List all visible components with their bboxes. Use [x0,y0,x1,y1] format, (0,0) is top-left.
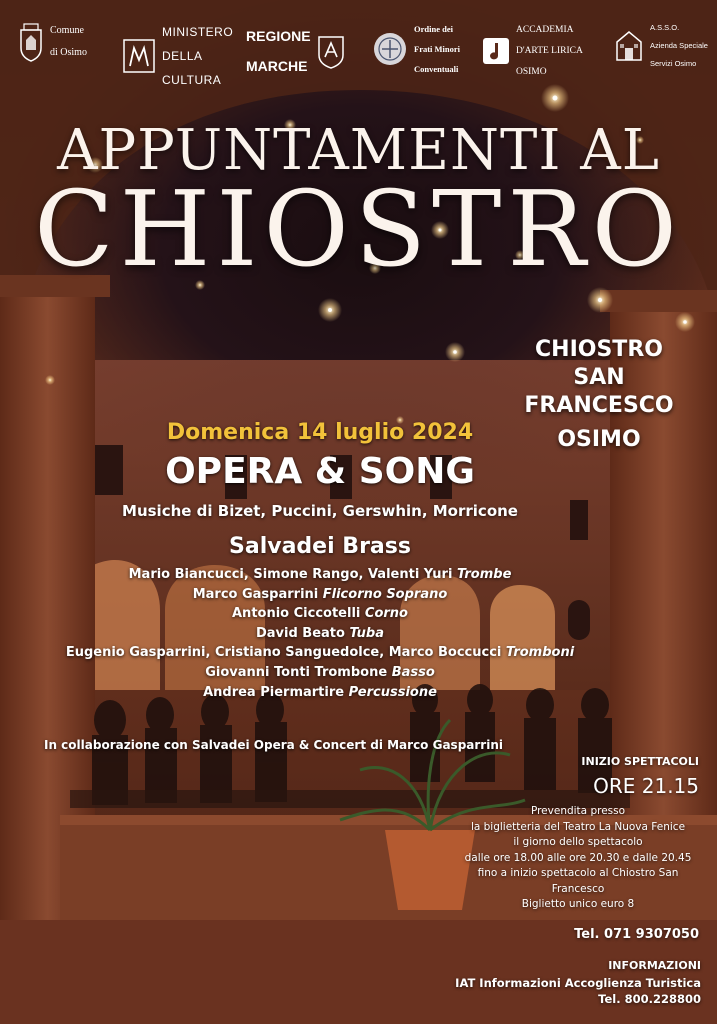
presale-line: dalle ore 18.00 alle ore 20.30 e dalle 20.45 [464,851,692,864]
player-row: Mario Biancucci, Simone Rango, Valenti Yuri Trombe [128,567,512,582]
logo-comune-line2: di Osimo [50,47,87,58]
ticket-phone: Tel. 071 9307050 [574,926,699,942]
info-phone: Tel. 800.228800 [598,992,701,1006]
event-music: Musiche di Bizet, Puccini, Gerswhin, Morricone [122,502,518,520]
presale-line: la biglietteria del Teatro La Nuova Fenice [470,820,686,833]
logo-ministero-line2: DELLA [162,49,203,63]
player-row: Eugenio Gasparrini, Cristiano Sanguedolce, Marco Boccucci Tromboni [65,645,575,661]
logo-asso-line3: Servizi Osimo [650,59,697,68]
logo-frati-line1: Ordine dei [414,24,453,34]
logo-comune-line1: Comune [50,25,84,36]
logo-asso-line2: Azienda Speciale [650,41,708,50]
region-shield-icon [317,35,345,69]
event-name: OPERA & SONG [165,451,475,492]
logo-asso [614,14,708,77]
logo-ministero-line1: MINISTERO [162,25,234,39]
ministry-emblem-icon [122,38,156,74]
crest-icon [18,22,44,62]
event-ensemble: Salvadei Brass [229,534,411,559]
venue-line-4: OSIMO [557,427,641,452]
player-row: Marco Gasparrini Flicorno Soprano [192,586,448,602]
schedule-time: ORE 21.15 [593,774,699,798]
ticket-price: Biglietto unico euro 8 [521,898,635,910]
venue-line-1: CHIOSTRO [535,337,663,362]
players-list [40,565,600,702]
logo-frati-line3: Conventuali [414,64,459,74]
logo-regione [246,14,345,89]
event-info [40,420,600,702]
player-row: David Beato Tuba [255,625,385,641]
schedule-label: INIZIO SPETTACOLI [581,755,699,768]
info-heading: INFORMAZIONI [608,959,701,972]
sponsor-logos [0,0,717,87]
player-row: Antonio Ciccotelli Corno [232,606,408,622]
collaboration-note: In collaborazione con Salvadei Opera & Concert di Marco Gasparrini [44,738,503,752]
round-seal-icon [372,31,408,67]
logo-comune [18,14,87,69]
info-block [455,958,701,1008]
logo-accademia-line2: D'ARTE LIRICA [516,45,583,56]
music-note-icon [482,37,510,65]
event-date: Domenica 14 luglio 2024 [166,420,474,445]
logo-accademia-line3: OSIMO [516,66,547,77]
title-line-2: CHIOSTRO [34,168,683,290]
logo-frati [372,14,460,84]
presale-line: il giorno dello spettacolo [513,836,643,848]
logo-ministero-line3: CULTURA [162,73,222,87]
logo-asso-line1: A.S.S.O. [650,23,680,32]
player-row: Andrea Piermartire Percussione [203,684,437,700]
presale-line: Prevendita presso [530,805,626,817]
player-row: Giovanni Tonti Trombone Basso [205,664,435,680]
info-office: IAT Informazioni Accoglienza Turistica [455,975,701,990]
venue-line-3: FRANCESCO [524,393,674,418]
building-icon [614,28,644,64]
venue-line-2: SAN [573,365,625,390]
logo-frati-line2: Frati Minori [414,44,461,54]
schedule-block [423,755,703,942]
presale-line: fino a inizio spettacolo al Chiostro San Francesco [477,867,679,895]
logo-accademia-line1: ACCADEMIA [516,24,574,35]
logo-ministero [122,14,233,98]
title-line-1: APPUNTAMENTI AL [57,118,660,183]
logo-accademia [482,14,583,88]
logo-regione-line2: MARCHE [246,58,308,74]
presale-info [423,804,703,913]
logo-regione-line1: REGIONE [246,28,311,44]
